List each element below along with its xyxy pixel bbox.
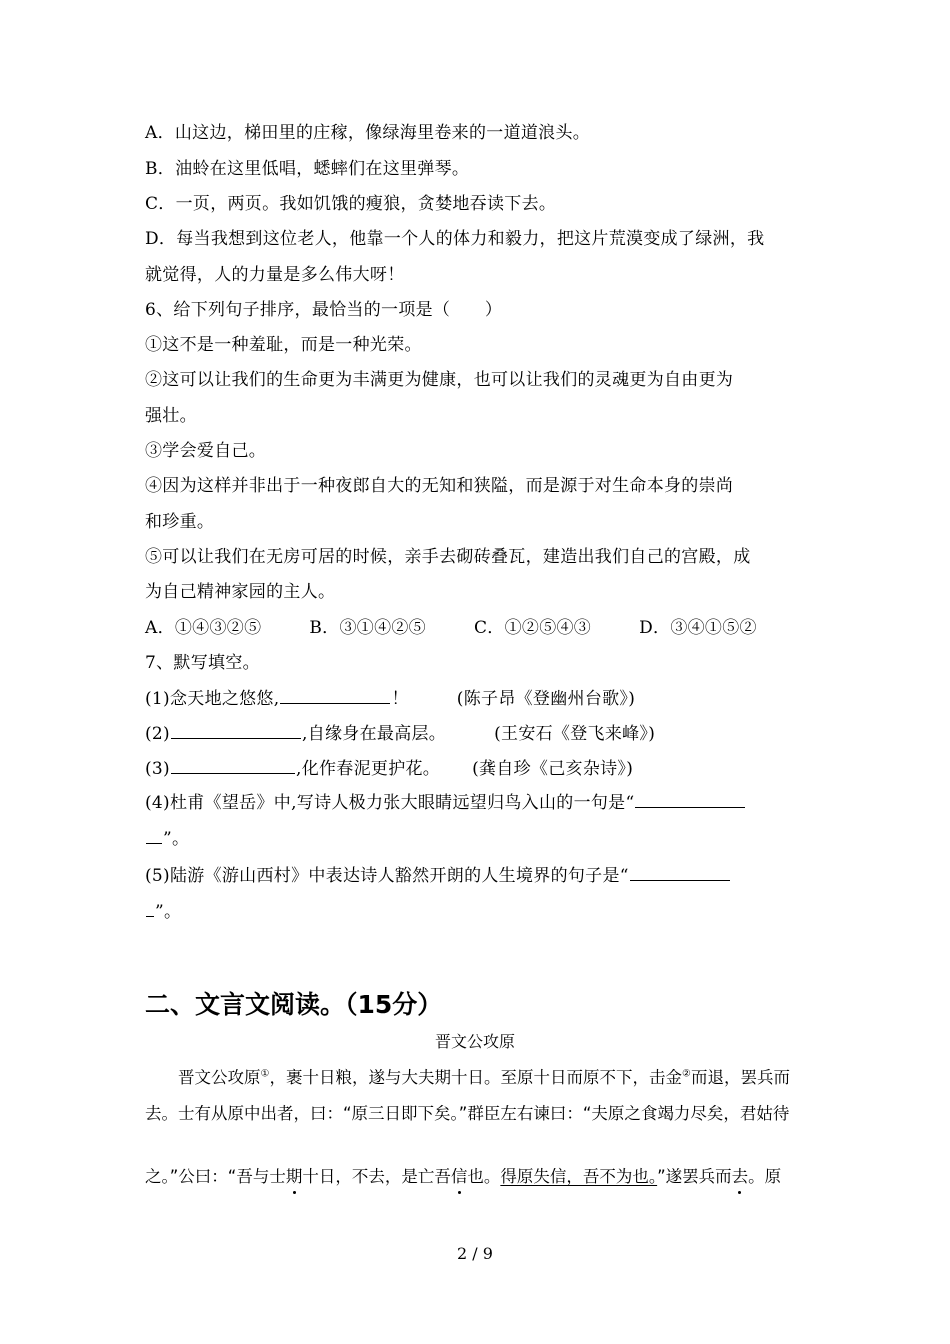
q6-option-c: C．①②⑤④③	[473, 618, 592, 638]
q5-option-c: C．一页，两页。我如饥饿的瘦狼，贪婪地吞读下去。	[145, 194, 557, 214]
q7-item-4-end: ”。	[163, 829, 190, 849]
passage-line-3	[145, 1165, 781, 1189]
q6-stem: 6、给下列句子排序，最恰当的一项是（ ）	[145, 300, 503, 320]
q6-options	[145, 616, 757, 640]
q7-item-5-line1	[145, 863, 731, 888]
emphasis-char-ji: 期	[285, 1167, 303, 1186]
q7-item-4-text: (4)杜甫《望岳》中,写诗人极力张大眼睛远望归鸟入山的一句是“	[145, 793, 635, 813]
q6-option-a: A．①④③②⑤	[145, 618, 262, 638]
q6-sentence-4-line2: 和珍重。	[145, 512, 215, 532]
q7-item-2-prefix: (2)	[145, 724, 170, 744]
passage-line-1	[145, 1066, 790, 1090]
q7-item-2	[145, 721, 655, 746]
q7-item-3-prefix: (3)	[145, 759, 170, 779]
passage-text: ，裹十日粮，遂与大夫期十日。至原十日而原不下，击金	[269, 1068, 682, 1087]
q5-option-d-line2: 就觉得，人的力量是多么伟大呀！	[145, 265, 405, 285]
q7-item-4-line2	[145, 826, 189, 851]
q7-item-3-source: (龚自珍《己亥杂诗》)	[472, 759, 634, 779]
q7-item-2-source: (王安石《登飞来峰》)	[494, 724, 656, 744]
q7-item-4-line1	[145, 790, 746, 815]
answer-blank	[280, 686, 390, 704]
q6-sentence-4-line1: ④因为这样并非出于一种夜郎自大的无知和狭隘，而是源于对生命本身的崇尚	[145, 476, 734, 496]
q7-item-2-suffix: ,自缘身在最高层。	[301, 724, 447, 744]
passage-text: 而退，罢兵而	[690, 1068, 790, 1087]
q7-item-3	[145, 756, 633, 781]
footnote-marker-1: ①	[260, 1068, 270, 1080]
emphasis-char-xin: 信	[450, 1167, 468, 1186]
footnote-marker-2: ②	[681, 1068, 691, 1080]
q6-option-d: D．③④①⑤②	[639, 618, 757, 638]
q6-sentence-5-line1: ⑤可以让我们在无房可居的时候，亲手去砌砖叠瓦，建造出我们自己的宫殿，成	[145, 547, 751, 567]
q7-item-1-suffix: ！	[391, 689, 409, 709]
q7-item-1-source: (陈子昂《登幽州台歌》)	[456, 689, 636, 709]
answer-blank	[171, 721, 301, 739]
q7-item-5-text: (5)陆游《游山西村》中表达诗人豁然开朗的人生境界的句子是“	[145, 866, 629, 886]
q6-sentence-2-line1: ②这可以让我们的生命更为丰满更为健康，也可以让我们的灵魂更为自由更为	[145, 370, 734, 390]
passage-text: 十日，不去，是亡吾	[302, 1167, 451, 1186]
page-number: 2 / 9	[457, 1244, 493, 1263]
q6-sentence-5-line2: 为自己精神家园的主人。	[145, 582, 336, 602]
q6-option-b: B．③①④②⑤	[309, 618, 426, 638]
passage-text: ”遂罢兵而	[657, 1167, 732, 1186]
answer-blank	[171, 756, 295, 774]
emphasis-char-qu: 去	[731, 1167, 749, 1186]
q6-sentence-3: ③学会爱自己。	[145, 441, 267, 461]
passage-title: 晋文公攻原	[434, 1032, 515, 1051]
answer-blank	[630, 863, 730, 881]
answer-blank	[146, 899, 154, 917]
passage-line-2: 去。士有从原中出者，曰：“原三日即下矣。”群臣左右谏曰：“夫原之食竭力尽矣，君姑待	[145, 1104, 790, 1123]
q7-item-5-line2	[145, 899, 181, 924]
answer-blank	[146, 826, 162, 844]
q7-item-1	[145, 686, 635, 711]
section-heading: 二、文言文阅读。（15分）	[145, 990, 443, 1019]
q6-sentence-1: ①这不是一种羞耻，而是一种光荣。	[145, 335, 422, 355]
q6-sentence-2-line2: 强壮。	[145, 406, 197, 426]
passage-text: 也。	[467, 1167, 501, 1186]
underlined-sentence: 得原失信，吾不为也。	[500, 1167, 658, 1186]
passage-text: 。原	[748, 1167, 782, 1186]
q7-item-5-end: ”。	[155, 902, 182, 922]
q5-option-d-line1: D．每当我想到这位老人，他靠一个人的体力和毅力，把这片荒漠变成了绿洲，我	[145, 229, 765, 249]
q5-option-b: B．油蛉在这里低唱，蟋蟀们在这里弹琴。	[145, 159, 470, 179]
passage-text: 晋文公攻原	[178, 1068, 261, 1087]
q7-item-3-suffix: ,化作春泥更护花。	[295, 759, 441, 779]
answer-blank	[635, 790, 745, 808]
passage-text: 之。”公曰：“吾与士	[145, 1167, 286, 1186]
q5-option-a: A．山这边，梯田里的庄稼，像绿海里卷来的一道道浪头。	[145, 123, 591, 143]
q7-stem: 7、默写填空。	[145, 653, 260, 673]
q7-item-1-prefix: (1)念天地之悠悠,	[145, 689, 280, 709]
